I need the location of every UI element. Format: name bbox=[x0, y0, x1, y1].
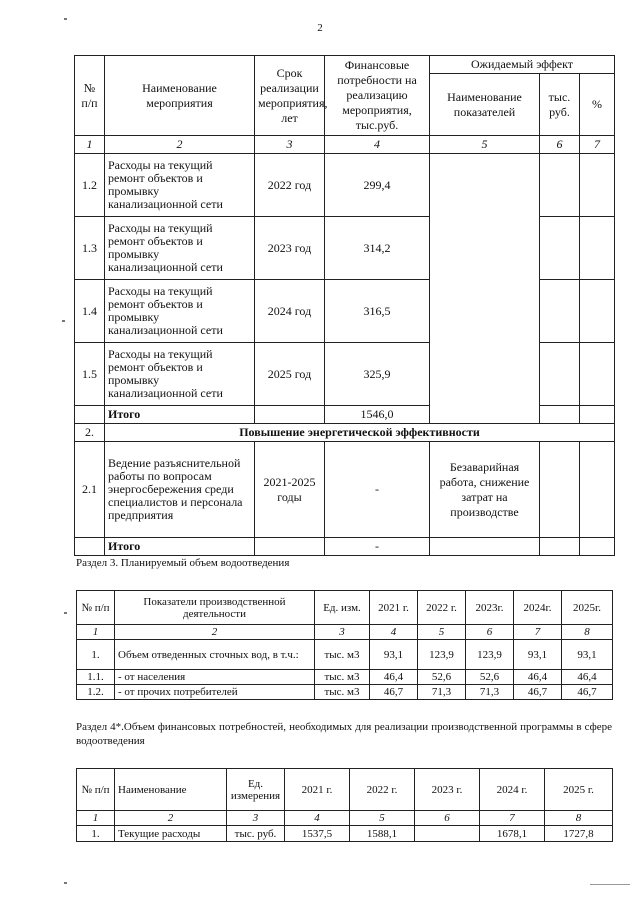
row-value: 46,7 bbox=[370, 685, 418, 700]
header-finance: Финансовые потребности на реализацию мероприятия, тыс.руб. bbox=[325, 56, 430, 136]
empty-cell bbox=[580, 442, 615, 538]
row-name: - от прочих потребителей bbox=[115, 685, 315, 700]
total-value: - bbox=[325, 538, 430, 556]
table-row bbox=[75, 442, 615, 538]
row-term: 2023 год bbox=[255, 217, 325, 280]
empty-cell bbox=[580, 538, 615, 556]
empty-cell bbox=[75, 406, 105, 424]
col-number: 5 bbox=[418, 625, 466, 640]
row-name: Расходы на текущий ремонт объектов и промывку канализационной сети bbox=[105, 217, 255, 280]
header-percent: % bbox=[580, 74, 615, 136]
col-number: 5 bbox=[430, 136, 540, 154]
header-effect: Ожидаемый эффект bbox=[430, 56, 615, 74]
header-indicators: Наименование показателей bbox=[430, 74, 540, 136]
empty-cell bbox=[430, 538, 540, 556]
row-value: 1588,1 bbox=[350, 826, 415, 842]
header-cell: 2023 г. bbox=[415, 769, 480, 811]
section4-title: Раздел 4*.Объем финансовых потребностей, необходимых для реализации производственной программы в сфере водоотведения bbox=[76, 721, 612, 747]
col-number: 1 bbox=[77, 811, 115, 826]
empty-cell bbox=[580, 280, 615, 343]
empty-cell bbox=[75, 538, 105, 556]
col-number: 4 bbox=[285, 811, 350, 826]
header-cell: 2024 г. bbox=[480, 769, 545, 811]
header-cell: Наименование bbox=[115, 769, 227, 811]
total-row bbox=[75, 538, 615, 556]
section-num: 2. bbox=[75, 424, 105, 442]
scan-mark bbox=[64, 18, 67, 20]
header-cell: 2025 г. bbox=[545, 769, 613, 811]
row-name: Текущие расходы bbox=[115, 826, 227, 842]
row-unit: тыс. м3 bbox=[315, 640, 370, 670]
col-number: 3 bbox=[315, 625, 370, 640]
col-number: 3 bbox=[255, 136, 325, 154]
header-cell: 2021 г. bbox=[370, 591, 418, 625]
row-value: 71,3 bbox=[418, 685, 466, 700]
row-value: 1537,5 bbox=[285, 826, 350, 842]
col-number: 7 bbox=[514, 625, 562, 640]
col-number: 2 bbox=[105, 136, 255, 154]
col-number: 4 bbox=[370, 625, 418, 640]
total-label: Итого bbox=[105, 406, 255, 424]
empty-cell bbox=[580, 217, 615, 280]
row-value: 52,6 bbox=[418, 670, 466, 685]
row-value: 123,9 bbox=[466, 640, 514, 670]
empty-cell bbox=[540, 442, 580, 538]
page-number: 2 bbox=[317, 22, 323, 34]
row-value: 46,7 bbox=[562, 685, 613, 700]
col-number: 1 bbox=[75, 136, 105, 154]
header-cell: № п/п bbox=[77, 769, 115, 811]
header-num: № п/п bbox=[75, 56, 105, 136]
header-cell: 2022 г. bbox=[350, 769, 415, 811]
empty-cell bbox=[540, 406, 580, 424]
row-unit: тыс. руб. bbox=[227, 826, 285, 842]
row-name: Ведение разъяснительной работы по вопросам энергосбережения среди специалистов и персонала предприятия bbox=[105, 442, 255, 538]
row-value: 93,1 bbox=[370, 640, 418, 670]
empty-cell bbox=[580, 406, 615, 424]
row-value: 46,7 bbox=[514, 685, 562, 700]
empty-cell bbox=[540, 217, 580, 280]
header-name: Наименование мероприятия bbox=[105, 56, 255, 136]
table-row bbox=[77, 640, 613, 670]
row-num: 1.3 bbox=[75, 217, 105, 280]
col-number: 6 bbox=[466, 625, 514, 640]
effect-cell-merged bbox=[430, 154, 540, 424]
row-unit: тыс. м3 bbox=[315, 685, 370, 700]
col-number: 8 bbox=[562, 625, 613, 640]
table-row bbox=[75, 154, 615, 217]
measures-table bbox=[74, 55, 615, 556]
row-name: - от населения bbox=[115, 670, 315, 685]
col-number: 2 bbox=[115, 625, 315, 640]
row-num: 1.2 bbox=[75, 154, 105, 217]
header-cell: Показатели производственной деятельности bbox=[115, 591, 315, 625]
empty-cell bbox=[540, 538, 580, 556]
row-value: 1678,1 bbox=[480, 826, 545, 842]
header-cell: 2025г. bbox=[562, 591, 613, 625]
empty-cell bbox=[540, 154, 580, 217]
row-value: 93,1 bbox=[514, 640, 562, 670]
row-num: 1.2. bbox=[77, 685, 115, 700]
row-value: 93,1 bbox=[562, 640, 613, 670]
header-cell: 2023г. bbox=[466, 591, 514, 625]
row-effect: Безаварийная работа, снижение затрат на производстве bbox=[430, 442, 540, 538]
row-term: 2021-2025 годы bbox=[255, 442, 325, 538]
header-cell: № п/п bbox=[77, 591, 115, 625]
scan-mark bbox=[64, 882, 67, 884]
empty-cell bbox=[580, 154, 615, 217]
col-number: 7 bbox=[480, 811, 545, 826]
row-term: 2024 год bbox=[255, 280, 325, 343]
scan-mark bbox=[62, 320, 65, 322]
scan-line bbox=[590, 884, 630, 885]
col-number: 8 bbox=[545, 811, 613, 826]
row-value: 46,4 bbox=[370, 670, 418, 685]
row-unit: тыс. м3 bbox=[315, 670, 370, 685]
row-finance: - bbox=[325, 442, 430, 538]
row-name: Расходы на текущий ремонт объектов и промывку канализационной сети bbox=[105, 343, 255, 406]
header-cell: 2022 г. bbox=[418, 591, 466, 625]
col-number: 5 bbox=[350, 811, 415, 826]
row-value: 52,6 bbox=[466, 670, 514, 685]
empty-cell bbox=[540, 280, 580, 343]
col-number: 1 bbox=[77, 625, 115, 640]
row-value: 46,4 bbox=[514, 670, 562, 685]
table-row bbox=[77, 826, 613, 842]
header-cell: Ед. измерения bbox=[227, 769, 285, 811]
empty-cell bbox=[580, 343, 615, 406]
row-num: 1.5 bbox=[75, 343, 105, 406]
row-value: 71,3 bbox=[466, 685, 514, 700]
row-finance: 314,2 bbox=[325, 217, 430, 280]
row-term: 2025 год bbox=[255, 343, 325, 406]
row-value: 46,4 bbox=[562, 670, 613, 685]
row-name: Расходы на текущий ремонт объектов и промывку канализационной сети bbox=[105, 154, 255, 217]
row-value: 123,9 bbox=[418, 640, 466, 670]
section-row bbox=[75, 424, 615, 442]
row-name: Объем отведенных сточных вод, в т.ч.: bbox=[115, 640, 315, 670]
row-term: 2022 год bbox=[255, 154, 325, 217]
header-thous: тыс. руб. bbox=[540, 74, 580, 136]
total-label: Итого bbox=[105, 538, 255, 556]
financial-needs-table bbox=[76, 768, 613, 842]
empty-cell bbox=[255, 538, 325, 556]
col-number: 3 bbox=[227, 811, 285, 826]
row-num: 2.1 bbox=[75, 442, 105, 538]
table-row bbox=[77, 685, 613, 700]
empty-cell bbox=[540, 343, 580, 406]
header-cell: 2021 г. bbox=[285, 769, 350, 811]
section-title: Повышение энергетической эффективности bbox=[105, 424, 615, 442]
row-value: 1727,8 bbox=[545, 826, 613, 842]
row-value bbox=[415, 826, 480, 842]
row-num: 1. bbox=[77, 640, 115, 670]
empty-cell bbox=[255, 406, 325, 424]
header-cell: 2024г. bbox=[514, 591, 562, 625]
table-row bbox=[77, 670, 613, 685]
total-value: 1546,0 bbox=[325, 406, 430, 424]
row-finance: 325,9 bbox=[325, 343, 430, 406]
wastewater-volume-table bbox=[76, 590, 613, 700]
header-cell: Ед. изм. bbox=[315, 591, 370, 625]
row-num: 1.4 bbox=[75, 280, 105, 343]
row-finance: 299,4 bbox=[325, 154, 430, 217]
col-number: 6 bbox=[540, 136, 580, 154]
scan-mark bbox=[64, 612, 67, 614]
header-term: Срок реализации мероприятия, лет bbox=[255, 56, 325, 136]
row-finance: 316,5 bbox=[325, 280, 430, 343]
row-num: 1.1. bbox=[77, 670, 115, 685]
col-number: 2 bbox=[115, 811, 227, 826]
section3-title: Раздел 3. Планируемый объем водоотведения bbox=[76, 557, 290, 569]
col-number: 7 bbox=[580, 136, 615, 154]
row-name: Расходы на текущий ремонт объектов и промывку канализационной сети bbox=[105, 280, 255, 343]
row-num: 1. bbox=[77, 826, 115, 842]
col-number: 6 bbox=[415, 811, 480, 826]
col-number: 4 bbox=[325, 136, 430, 154]
